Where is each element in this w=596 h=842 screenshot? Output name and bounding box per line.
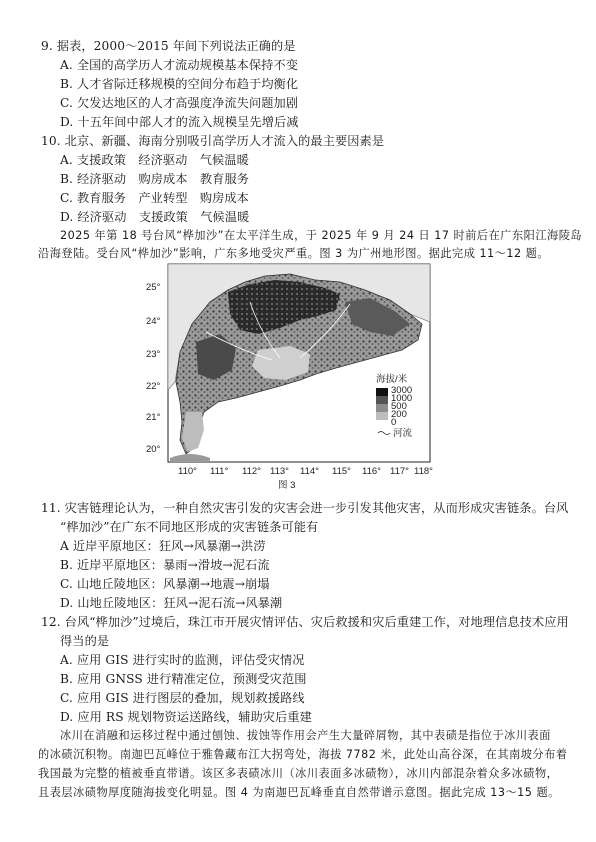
lat-label-21: 21° — [146, 412, 161, 423]
legend-level-0: 0 — [391, 417, 397, 428]
q9-option-c: C. 欠发达地区的人才高强度净流失问题加剧 — [60, 96, 299, 110]
intro-typhoon-line-1: 2025 年第 18 号台风“桦加沙”在太平洋生成，于 2025 年 9 月 24 日 17 时前后在广东阳江海陵岛 — [60, 229, 583, 242]
lat-label-24: 24° — [146, 316, 161, 327]
lon-label-114: 114° — [300, 466, 319, 477]
q11-option-a: A 近岸平原地区：狂风→风暴潮→洪涝 — [60, 539, 266, 553]
lat-label-22: 22° — [146, 381, 161, 392]
q9-option-b: B. 人才省际迁移规模的空间分布趋于均衡化 — [60, 77, 299, 91]
q12-option-c: C. 应用 GIS 进行图层的叠加，规划救援路线 — [60, 691, 305, 705]
lat-label-20: 20° — [146, 444, 161, 455]
lon-label-110: 110° — [178, 466, 197, 477]
intro-glacier-line-4: 且表层冰碛物厚度随海拔变化明显。图 4 为南迦巴瓦峰垂直自然带谱示意图。据此完成 13～15 题。 — [38, 786, 560, 799]
legend-river-label: 河流 — [393, 428, 413, 439]
q11-option-d: D. 山地丘陵地区：狂风→泥石流→风暴潮 — [60, 596, 283, 610]
q12-stem-line-2: 得当的是 — [60, 634, 110, 648]
legend-level-1000: 1000 — [391, 393, 413, 404]
lon-label-112: 112° — [242, 466, 261, 477]
q12-option-b: B. 应用 GNSS 进行精准定位，预测受灾范围 — [60, 672, 307, 686]
lon-label-113: 113° — [270, 466, 289, 477]
q10-option-c: C. 教育服务 产业转型 购房成本 — [60, 191, 249, 205]
lon-label-111: 111° — [210, 466, 229, 477]
q12-option-a: A. 应用 GIS 进行实时的监测，评估受灾情况 — [60, 653, 305, 667]
q12-option-d: D. 应用 RS 规划物资运送路线，辅助灾后重建 — [60, 710, 312, 724]
q12-stem-line-1: 12. 台风“桦加沙”过境后，珠江市开展灾情评估、灾后救援和灾后重建工作，对地理信息技术应用 — [41, 615, 569, 629]
q9-stem: 9. 据表，2000～2015 年间下列说法正确的是 — [41, 39, 296, 53]
lon-label-117: 117° — [390, 466, 409, 477]
q11-option-c: C. 山地丘陵地区：风暴潮→地震→崩塌 — [60, 577, 270, 591]
q11-option-b: B. 近岸平原地区：暴雨→滑坡→泥石流 — [60, 558, 270, 572]
guangdong-terrain-map — [140, 262, 440, 492]
intro-glacier-line-3: 我国最为完整的植被垂直带谱。该区多表碛冰川（冰川表面多冰碛物），冰川内部混杂着众多冰碛物， — [38, 767, 559, 780]
lon-label-116: 116° — [362, 466, 381, 477]
lat-label-23: 23° — [146, 349, 161, 360]
intro-glacier-line-1: 冰川在消融和运移过程中通过刨蚀、拔蚀等作用会产生大量碎屑物，其中表碛是指位于冰川表面 — [60, 729, 551, 742]
legend-level-3000: 3000 — [391, 385, 413, 396]
q11-stem-line-2: “桦加沙”在广东不同地区形成的灾害链条可能有 — [60, 520, 319, 534]
legend-title: 海拔/米 — [376, 374, 408, 385]
lat-label-25: 25° — [146, 282, 161, 293]
intro-typhoon-line-2: 沿海登陆。受台风“桦加沙”影响，广东多地受灾严重。图 3 为广州地形图。据此完成 11～12 题。 — [38, 247, 550, 260]
lon-label-118: 118° — [414, 466, 433, 477]
legend-level-500: 500 — [391, 401, 407, 412]
legend-level-200: 200 — [391, 409, 407, 420]
q9-option-a: A. 全国的高学历人才流动规模基本保持不变 — [60, 58, 299, 72]
q10-option-d: D. 经济驱动 支援政策 气候温暖 — [60, 210, 250, 224]
intro-glacier-line-2: 的冰碛沉积物。南迦巴瓦峰位于雅鲁藏布江大拐弯处，海拔 7782 米，此处山高谷深，在其南坡分布着 — [38, 748, 568, 761]
q9-option-d: D. 十五年间中部人才的流入规模呈先增后减 — [60, 115, 299, 129]
q11-stem-line-1: 11. 灾害链理论认为，一种自然灾害引发的灾害会进一步引发其他灾害，从而形成灾害链条。台风 — [41, 501, 569, 515]
q10-option-b: B. 经济驱动 购房成本 教育服务 — [60, 172, 250, 186]
figure-caption: 图 3 — [278, 480, 296, 491]
lon-label-115: 115° — [332, 466, 351, 477]
q10-stem: 10. 北京、新疆、海南分别吸引高学历人才流入的最主要因素是 — [41, 134, 385, 148]
q10-option-a: A. 支援政策 经济驱动 气候温暖 — [60, 153, 249, 167]
